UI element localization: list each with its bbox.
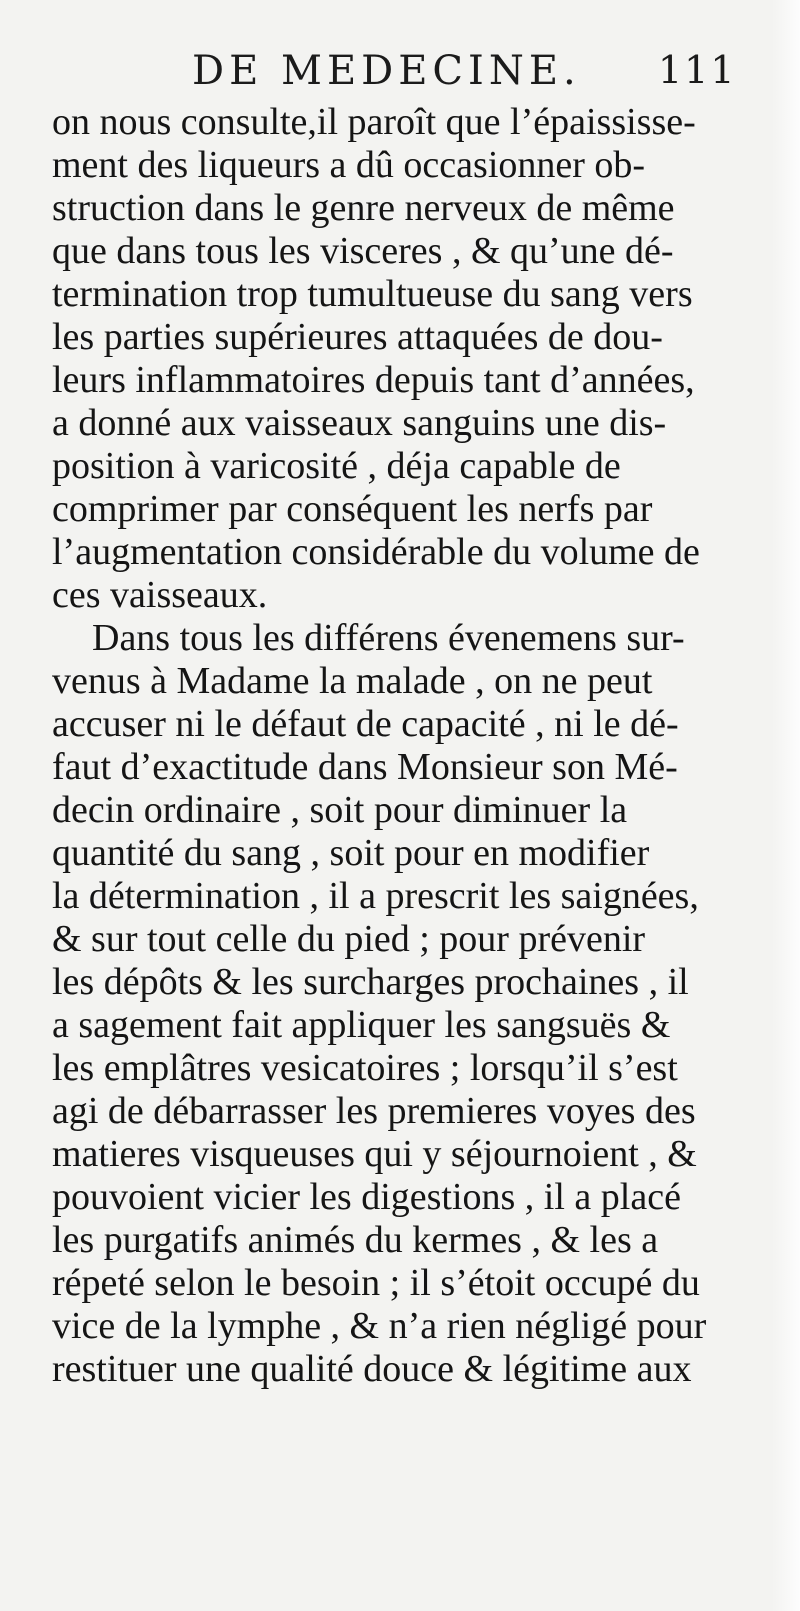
text-line: pouvoient vicier les digestions , il a placé [52,1176,681,1218]
text-line: vice de la lymphe , & n’a rien négligé pour [52,1305,707,1347]
text-line: struction dans le genre nerveux de même [52,187,675,229]
text-line: matieres visqueuses qui y séjournoient , & [52,1133,697,1175]
text-line: on nous consulte,il paroît que l’épaississe- [52,101,696,143]
text-line: venus à Madame la malade , on ne peut [52,660,653,702]
text-line: leurs inflammatoires depuis tant d’années, [52,359,695,401]
text-line: termination trop tumultueuse du sang vers [52,273,693,315]
text-line: accuser ni le défaut de capacité , ni le dé- [52,703,679,745]
text-line: a sagement fait appliquer les sangsuës & [52,1004,671,1046]
page-number: 111 [658,48,737,92]
text-line: les emplâtres vesicatoires ; lorsqu’il s’est [52,1047,678,1089]
text-line: decin ordinaire , soit pour diminuer la [52,789,628,831]
text-line: que dans tous les visceres , & qu’une dé- [52,230,674,272]
text-line: faut d’exactitude dans Monsieur son Mé- [52,746,678,788]
text-line: les parties supérieures attaquées de dou- [52,316,663,358]
page-edge [772,0,800,1611]
text-line: quantité du sang , soit pour en modifier [52,832,650,874]
text-line: répeté selon le besoin ; il s’étoit occupé du [52,1262,700,1304]
text-line: l’augmentation considérable du volume de [52,531,700,573]
text-line: restituer une qualité douce & légitime aux [52,1348,692,1390]
running-title: DE MEDECINE. [192,48,581,94]
text-line: ment des liqueurs a dû occasionner ob- [52,144,646,186]
text-line: comprimer par conséquent les nerfs par [52,488,653,530]
text-line: & sur tout celle du pied ; pour prévenir [52,918,646,960]
text-line: les purgatifs animés du kermes , & les a [52,1219,659,1261]
text-line: la détermination , il a prescrit les saignées, [52,875,699,917]
text-line: position à varicosité , déja capable de [52,445,621,487]
text-line: Dans tous les différens évenemens sur- [92,617,685,659]
text-line: agi de débarrasser les premieres voyes des [52,1090,696,1132]
text-line: les dépôts & les surcharges prochaines , il [52,961,689,1003]
text-line: a donné aux vaisseaux sanguins une dis- [52,402,667,444]
running-head [0,48,800,98]
text-line: ces vaisseaux. [52,574,268,616]
